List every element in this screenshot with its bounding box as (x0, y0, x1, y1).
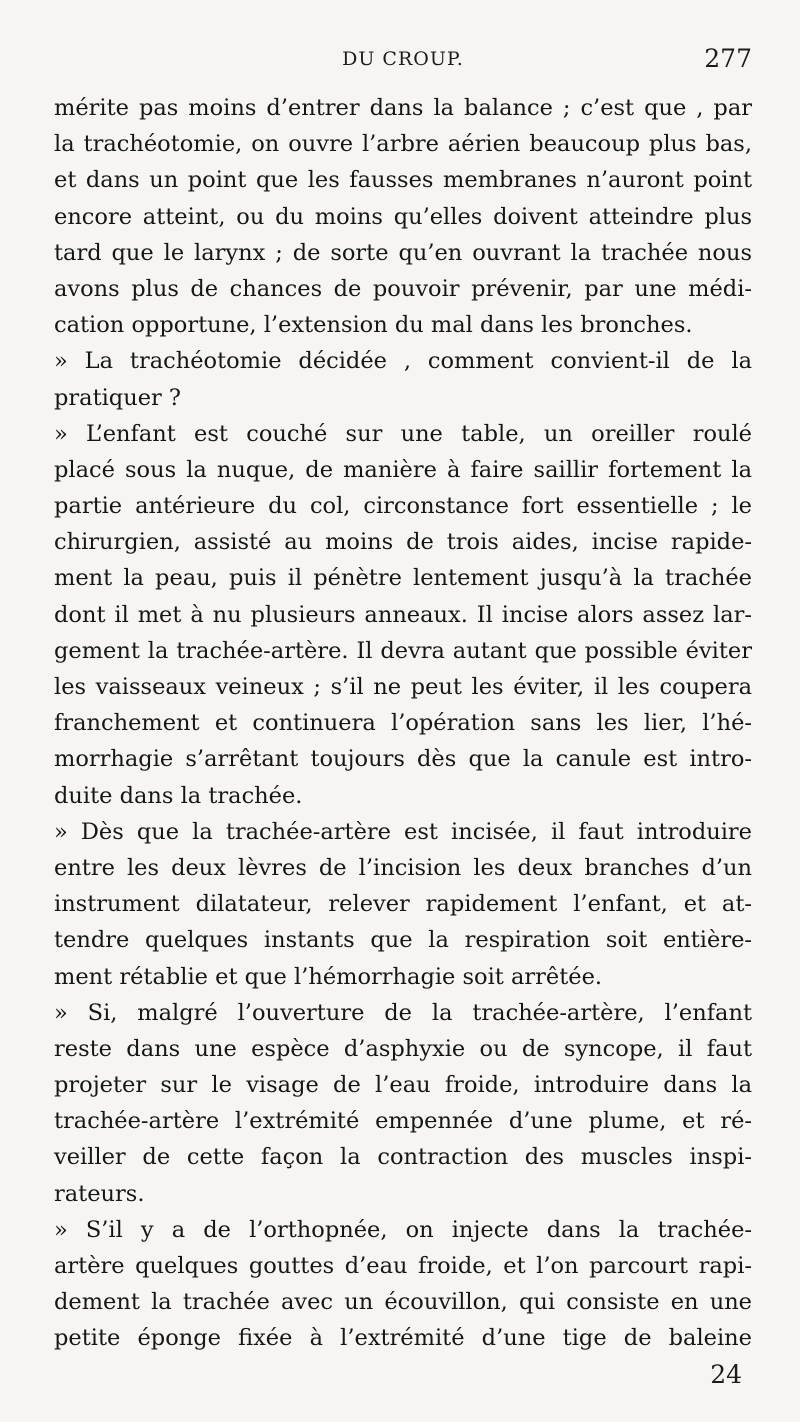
text-line: tendre quelques instants que la respiration soit entière- (54, 927, 752, 954)
text-line: duite dans la trachée. (54, 782, 303, 809)
text-line: reste dans une espèce d’asphyxie ou de syncope, il faut (54, 1035, 752, 1062)
text-line: ment la peau, puis il pénètre lentement jusqu’à la trachée (54, 565, 752, 592)
text-line: ment rétablie et que l’hémorrhagie soit arrêtée. (54, 963, 603, 990)
text-line: veiller de cette façon la contraction des muscles inspi- (54, 1144, 752, 1171)
text-line: instrument dilatateur, relever rapidement l’enfant, et at- (54, 891, 752, 918)
text-line: encore atteint, ou du moins qu’elles doivent atteindre plus (54, 203, 752, 230)
text-line: artère quelques gouttes d’eau froide, et l’on parcourt rapi- (54, 1253, 752, 1279)
text-line: avons plus de chances de pouvoir prévenir, par une médi- (54, 275, 752, 302)
text-line: gement la trachée-artère. Il devra autant que possible éviter (54, 637, 752, 664)
page-header (54, 44, 752, 78)
text-line: pratiquer ? (54, 384, 181, 411)
text-line: la trachéotomie, on ouvre l’arbre aérien beaucoup plus bas, (54, 131, 752, 158)
text-line: » S’il y a de l’orthopnée, on injecte dans la trachée- (54, 1216, 752, 1243)
text-line: petite éponge fixée à l’extrémité d’une tige de baleine (54, 1325, 752, 1352)
body-text (54, 90, 752, 1357)
text-line: » Si, malgré l’ouverture de la trachée-artère, l’enfant (54, 999, 752, 1026)
text-line: partie antérieure du col, circonstance fort essentielle ; le (54, 493, 752, 520)
text-line: franchement et continuera l’opération sans les lier, l’hé- (54, 710, 752, 737)
text-line: dont il met à nu plusieurs anneaux. Il incise alors assez lar- (54, 601, 752, 628)
text-line: dement la trachée avec un écouvillon, qui consiste en une (54, 1289, 752, 1316)
page-number: 277 (704, 44, 752, 73)
text-line: mérite pas moins d’entrer dans la balance ; c’est que , par (54, 95, 752, 121)
text-line: et dans un point que les fausses membranes n’auront point (54, 167, 752, 194)
text-line: tard que le larynx ; de sorte qu’en ouvrant la trachée nous (54, 239, 752, 266)
text-line: rateurs. (54, 1180, 145, 1207)
text-line: morrhagie s’arrêtant toujours dès que la canule est intro- (54, 746, 752, 773)
text-line: chirurgien, assisté au moins de trois aides, incise rapide- (54, 529, 752, 556)
signature-mark: 24 (710, 1360, 742, 1389)
text-line: cation opportune, l’extension du mal dans les bronches. (54, 312, 693, 339)
text-line: projeter sur le visage de l’eau froide, introduire dans la (54, 1072, 752, 1099)
running-head: DU CROUP. (342, 48, 464, 70)
text-line: » Dès que la trachée-artère est incisée, il faut introduire (54, 818, 752, 845)
text-line: les vaisseaux veineux ; s’il ne peut les éviter, il les coupera (54, 674, 752, 700)
text-line: placé sous la nuque, de manière à faire saillir fortement la (54, 456, 752, 483)
text-line: trachée-artère l’extrémité empennée d’une plume, et ré- (54, 1108, 752, 1135)
text-line: entre les deux lèvres de l’incision les deux branches d’un (54, 854, 752, 881)
text-line: » La trachéotomie décidée , comment convient-il de la (54, 348, 752, 375)
text-line: » L’enfant est couché sur une table, un oreiller roulé (54, 420, 752, 447)
